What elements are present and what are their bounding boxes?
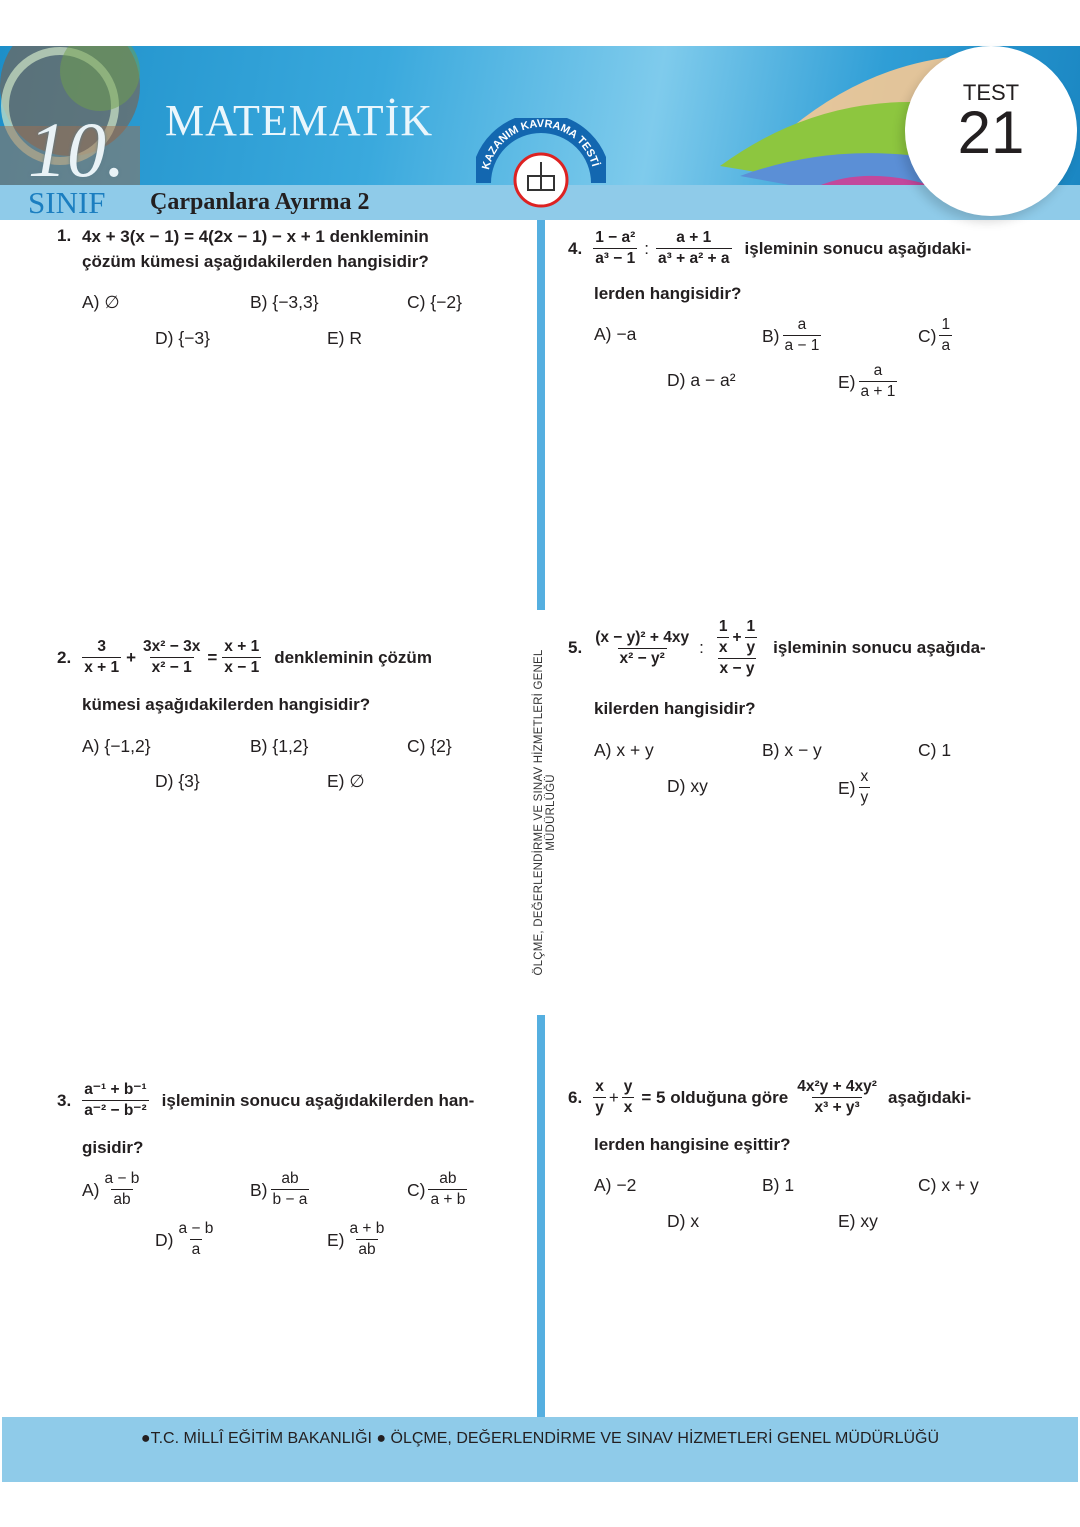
numerator: 1: [718, 618, 728, 635]
question-text: işleminin sonucu aşağıdaki-: [744, 238, 972, 258]
option-d[interactable]: D) {−3}: [155, 328, 210, 348]
numerator: a − b: [104, 1170, 140, 1187]
numerator: a + 1: [676, 229, 712, 246]
question-text: işleminin sonucu aşağıda-: [773, 638, 986, 657]
numerator: 3x² − 3x: [143, 638, 201, 655]
numerator: x: [595, 1078, 604, 1095]
option-e[interactable]: E) R: [327, 328, 362, 348]
denominator: x − 1: [224, 659, 260, 676]
operator: :: [644, 238, 649, 258]
option-c[interactable]: [918, 316, 955, 355]
fraction: [939, 316, 952, 355]
fraction: [717, 618, 730, 657]
test-number: 21: [957, 99, 1025, 166]
fraction: [622, 1078, 635, 1117]
fraction: [859, 768, 871, 807]
option-b[interactable]: [250, 1170, 312, 1209]
question-text: lerden hangisidir?: [594, 284, 742, 303]
question-number: 3.: [57, 1090, 72, 1110]
fraction: [859, 362, 898, 401]
denominator: a⁻² − b⁻²: [84, 1102, 147, 1119]
denominator: b − a: [272, 1191, 308, 1208]
option-label: D): [155, 1229, 174, 1250]
option-b[interactable]: B) {1,2}: [250, 736, 309, 756]
denominator: y: [746, 639, 756, 656]
numerator: a + b: [349, 1220, 385, 1237]
option-e[interactable]: [838, 768, 873, 807]
numerator: 1: [941, 316, 951, 333]
grade-number: 10.: [28, 106, 126, 193]
numerator: 3: [97, 638, 106, 655]
question-line: [57, 638, 432, 677]
option-a[interactable]: A) {−1,2}: [82, 736, 151, 756]
fraction: [176, 1220, 215, 1259]
numerator: x: [860, 768, 869, 785]
fraction: [103, 1170, 142, 1209]
denominator: ab: [113, 1191, 131, 1208]
option-label: A): [82, 1179, 100, 1200]
option-label: B): [250, 1179, 268, 1200]
operator: +: [608, 1087, 619, 1107]
fraction: [428, 1170, 467, 1209]
fraction: [222, 638, 261, 677]
question-number: 5.: [568, 638, 583, 657]
option-label: E): [327, 1229, 345, 1250]
side-text: ÖLÇME, DEĞERLENDİRME VE SINAV HİZMETLERİ GENEL MÜDÜRLÜĞÜ: [533, 610, 549, 1015]
denominator: x² − 1: [151, 659, 192, 676]
numerator: a − b: [178, 1220, 214, 1237]
fraction: [593, 229, 637, 268]
fraction: [783, 316, 822, 355]
page-footer: ●T.C. MİLLÎ EĞİTİM BAKANLIĞI ● ÖLÇME, DEĞERLENDİRME VE SINAV HİZMETLERİ GENEL MÜDÜRLÜĞÜ: [2, 1417, 1078, 1482]
question-text: işleminin sonucu aşağıdakilerden han-: [161, 1090, 475, 1110]
option-a[interactable]: [82, 1170, 144, 1209]
question-text: kümesi aşağıdakilerden hangisidir?: [82, 695, 371, 714]
kazanim-kavrama-logo: [476, 118, 606, 218]
denominator: y: [860, 789, 869, 806]
denominator: a: [941, 337, 951, 354]
operator: +: [126, 647, 137, 667]
operator: =: [207, 647, 218, 667]
option-c[interactable]: C) {2}: [407, 736, 452, 756]
denominator: a: [191, 1241, 201, 1258]
question-text: gisidir?: [82, 1138, 144, 1157]
question-line: [568, 618, 986, 678]
denominator: x − y: [719, 660, 755, 677]
fraction: [82, 1081, 148, 1120]
denominator: a + b: [430, 1191, 466, 1208]
fraction: [593, 629, 691, 668]
option-label: C): [918, 325, 937, 346]
option-c[interactable]: [407, 1170, 470, 1209]
numerator: (x − y)² + 4xy: [595, 628, 690, 646]
option-d[interactable]: D) {3}: [155, 771, 200, 791]
question-text: denkleminin çözüm: [274, 647, 432, 667]
denominator: a³ − 1: [595, 250, 636, 267]
numerator: 1: [746, 618, 756, 635]
option-label: B): [762, 325, 780, 346]
denominator: ab: [358, 1241, 376, 1258]
fraction: [593, 1078, 606, 1117]
question-line: [568, 1078, 971, 1117]
option-c[interactable]: C) {−2}: [407, 292, 462, 312]
option-b[interactable]: [762, 316, 824, 355]
denominator: a³ + a² + a: [658, 250, 730, 267]
numerator: y: [623, 1078, 633, 1095]
question-line: [57, 1081, 474, 1120]
numerator: a: [873, 362, 883, 379]
fraction: [656, 229, 732, 268]
option-b[interactable]: B) x − y: [762, 740, 822, 760]
option-e[interactable]: E) xy: [838, 1211, 878, 1231]
option-a[interactable]: A) −a: [594, 324, 637, 344]
operator: +: [732, 628, 742, 646]
subject-title: MATEMATİK: [165, 96, 434, 145]
grade-word: SINIF: [28, 185, 106, 220]
option-c[interactable]: C) 1: [918, 740, 952, 760]
option-a[interactable]: A) −2: [594, 1175, 637, 1195]
option-c[interactable]: C) x + y: [918, 1175, 979, 1195]
numerator: a: [797, 316, 807, 333]
option-e[interactable]: [327, 1220, 389, 1259]
option-a[interactable]: A) x + y: [594, 740, 654, 760]
option-label: E): [838, 777, 856, 798]
option-e[interactable]: [838, 362, 900, 401]
denominator: x: [718, 639, 728, 656]
test-badge: [905, 46, 1077, 216]
numerator: a⁻¹ + b⁻¹: [84, 1081, 147, 1098]
question-number: 4.: [568, 238, 583, 258]
question-text: çözüm kümesi aşağıdakilerden hangisidir?: [82, 252, 429, 271]
denominator: x³ + y³: [814, 1099, 860, 1116]
fraction: [271, 1170, 310, 1209]
numerator: x + 1: [224, 638, 260, 655]
option-e[interactable]: E) ∅: [327, 771, 365, 791]
question-text: kilerden hangisidir?: [594, 699, 756, 718]
fraction: [795, 1078, 879, 1117]
denominator: y: [595, 1099, 604, 1116]
question-line: [568, 229, 971, 268]
option-b[interactable]: B) {−3,3}: [250, 292, 319, 312]
nested-fraction: [712, 618, 762, 678]
numerator: 1 − a²: [595, 229, 636, 246]
topic-title: Çarpanlara Ayırma 2: [150, 189, 370, 215]
test-label: TEST: [962, 80, 1020, 105]
fraction: [745, 618, 758, 657]
fraction: [348, 1220, 387, 1259]
option-label: E): [838, 371, 856, 392]
option-label: C): [407, 1179, 426, 1200]
denominator: x² − y²: [619, 649, 665, 667]
question-number: 1.: [57, 226, 72, 245]
fraction: [82, 638, 121, 677]
option-d[interactable]: D) a − a²: [667, 370, 736, 390]
badge-text: KAZANIM KAVRAMA TESTİ: [480, 118, 602, 171]
question-text: lerden hangisine eşittir?: [594, 1135, 791, 1154]
denominator: a + 1: [860, 383, 896, 400]
option-b[interactable]: B) 1: [762, 1175, 795, 1195]
denominator: x: [623, 1099, 633, 1116]
numerator: ab: [281, 1170, 299, 1187]
option-d[interactable]: [155, 1220, 218, 1259]
numerator: 4x²y + 4xy²: [797, 1078, 877, 1095]
option-a[interactable]: A) ∅: [82, 292, 120, 312]
question-number: 6.: [568, 1087, 583, 1107]
numerator: ab: [439, 1170, 457, 1187]
denominator: a − 1: [784, 337, 820, 354]
option-d[interactable]: D) x: [667, 1211, 700, 1231]
operator: :: [699, 638, 704, 657]
option-d[interactable]: D) xy: [667, 776, 708, 796]
question-text: aşağıdaki-: [887, 1087, 972, 1107]
question-text: = 5 olduğuna göre: [641, 1087, 789, 1107]
question-number: 2.: [57, 647, 72, 667]
denominator: x + 1: [84, 659, 120, 676]
question-text: 4x + 3(x − 1) = 4(2x − 1) − x + 1 denkleminin: [82, 227, 429, 246]
numerator: [712, 618, 762, 658]
fraction: [141, 638, 202, 677]
